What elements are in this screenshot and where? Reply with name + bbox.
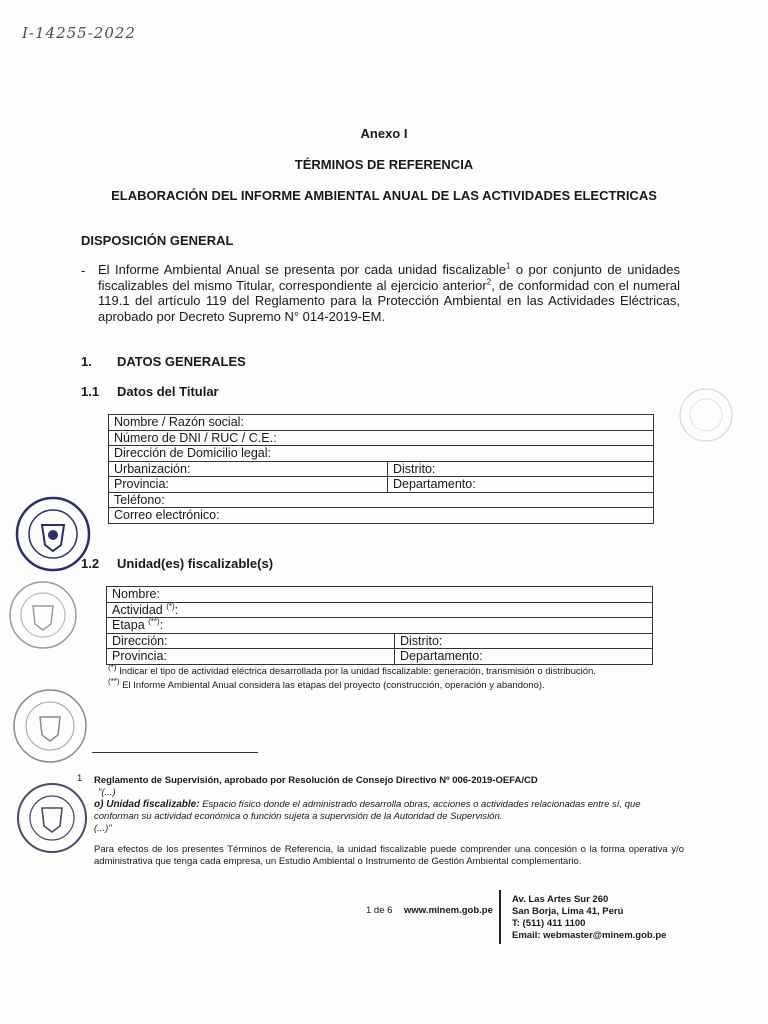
address-email[interactable]: Email: webmaster@minem.gob.pe: [512, 930, 667, 941]
note-1-text: Indicar el tipo de actividad eléctrica desarrollada por la unidad fiscalizable: generación, transmisión o distribución.: [116, 666, 596, 677]
table-note-2: [108, 676, 668, 692]
section-1-1-number: 1.1: [81, 384, 100, 399]
table-row: [107, 587, 653, 603]
table-row: [109, 430, 654, 446]
table-row: [107, 649, 653, 665]
etapa-note-ref: (**): [148, 617, 160, 627]
field-etapa[interactable]: [107, 618, 653, 634]
bullet-dash: -: [81, 263, 86, 278]
table-row: [109, 461, 654, 477]
field-unidad-nombre[interactable]: Nombre:: [107, 587, 653, 603]
field-unidad-provincia[interactable]: Provincia:: [107, 649, 395, 665]
faint-seal-icon: [10, 686, 90, 766]
footnote-block: [94, 775, 684, 868]
note-2-mark: (**): [108, 676, 120, 686]
table-row: [109, 415, 654, 431]
ministry-seal-icon: [14, 495, 92, 573]
note-2-text: El Informe Ambiental Anual considera las etapas del proyecto (construcción, operación y abandono).: [119, 680, 545, 691]
etapa-colon: :: [159, 618, 164, 633]
general-heading: DISPOSICIÓN GENERAL: [81, 233, 234, 248]
field-telefono[interactable]: Teléfono:: [109, 492, 654, 508]
table-row: [107, 633, 653, 649]
titular-data-table: [108, 414, 654, 524]
footnote-ref-1: 1: [506, 261, 511, 271]
footnote-term: o) Unidad fiscalizable:: [94, 799, 200, 810]
footnote-paragraph: Para efectos de los presentes Términos de Referencia, la unidad fiscalizable puede comprender una concesión o la forma operativa y/o administrativa que tenga cada empresa, un Estudio Ambiental o Instrumento de Gestión Ambiental complementario.: [94, 844, 684, 867]
footnote-title: Reglamento de Supervisión, aprobado por Resolución de Consejo Directivo Nº 006-2019-OEFA/CD: [94, 775, 538, 786]
footnote-quote-open: "(...): [98, 787, 116, 798]
actividad-colon: :: [174, 602, 179, 617]
field-unidad-departamento[interactable]: Departamento:: [395, 649, 653, 665]
section-1-2-number: 1.2: [81, 556, 100, 571]
section-1-number: 1.: [81, 354, 92, 369]
field-correo[interactable]: Correo electrónico:: [109, 508, 654, 524]
footnote-quote-close: (...)": [94, 823, 112, 834]
footer-divider: [499, 890, 501, 944]
address-line-1: Av. Las Artes Sur 260: [512, 894, 609, 905]
footnote-ref-2: 2: [486, 277, 492, 287]
faint-seal-icon: [676, 385, 736, 445]
address-phone: T: (511) 411 1100: [512, 918, 586, 929]
terms-title: TÉRMINOS DE REFERENCIA: [294, 157, 474, 172]
general-text-part-1: El Informe Ambiental Anual se presenta por cada unidad fiscalizable: [98, 262, 507, 277]
field-dni-ruc[interactable]: Número de DNI / RUC / C.E.:: [109, 430, 654, 446]
general-text-part-3: , de conformidad con el numeral 119.1 del artículo 119 del Reglamento para la Protección Ambiental en las Actividades Eléctricas, aprobado por Decreto Supremo N° 014-2019-EM.: [98, 277, 680, 324]
field-direccion[interactable]: Dirección:: [107, 633, 395, 649]
actividad-note-ref: (*): [166, 601, 175, 611]
unidad-fiscalizable-table: [106, 586, 653, 665]
actividad-label: Actividad: [112, 602, 167, 617]
field-departamento[interactable]: Departamento:: [388, 477, 654, 493]
handwritten-reference: I-14255-2022: [22, 24, 136, 42]
field-distrito[interactable]: Distrito:: [388, 461, 654, 477]
footnote-definition-text: Espacio físico donde el administrado desarrolla obras, acciones o actividades relacionadas entre sí, que conforman su actividad económica o función sujeta a supervisión de la Autoridad de Supervisión.: [94, 799, 641, 822]
table-row: [109, 446, 654, 462]
document-title: ELABORACIÓN DEL INFORME AMBIENTAL ANUAL DE LAS ACTIVIDADES ELECTRICAS: [111, 188, 657, 203]
etapa-label: Etapa: [112, 618, 149, 633]
field-unidad-distrito[interactable]: Distrito:: [395, 633, 653, 649]
table-note-1: [108, 662, 668, 678]
website-link[interactable]: www.minem.gob.pe: [404, 905, 493, 916]
field-domicilio-legal[interactable]: Dirección de Domicilio legal:: [109, 446, 654, 462]
page-number: 1 de 6: [366, 905, 393, 916]
footer-address: [512, 894, 666, 942]
field-provincia[interactable]: Provincia:: [109, 477, 388, 493]
field-nombre-razon-social[interactable]: Nombre / Razón social:: [109, 415, 654, 431]
field-urbanizacion[interactable]: Urbanización:: [109, 461, 388, 477]
footnote-number: 1: [77, 773, 83, 784]
footnote-separator: [92, 752, 258, 753]
section-1-title: DATOS GENERALES: [117, 354, 246, 369]
table-row: [107, 602, 653, 618]
section-1-2-title: Unidad(es) fiscalizable(s): [117, 556, 274, 571]
field-actividad[interactable]: [107, 602, 653, 618]
address-line-2: San Borja, Lima 41, Perú: [512, 906, 624, 917]
general-paragraph: [98, 262, 680, 324]
table-row: [107, 618, 653, 634]
faint-seal-icon: [6, 578, 80, 652]
footnote-definition: [94, 799, 684, 823]
table-row: [109, 492, 654, 508]
oefa-seal-icon: [14, 780, 90, 856]
section-1-1-title: Datos del Titular: [117, 384, 219, 399]
general-text-part-2: o por conjunto de unidades fiscalizables del mismo Titular, correspondiente al ejercicio anterior: [98, 262, 680, 293]
table-row: [109, 508, 654, 524]
note-1-mark: (*): [108, 662, 117, 672]
table-row: [109, 477, 654, 493]
annex-title: Anexo I: [360, 126, 408, 141]
